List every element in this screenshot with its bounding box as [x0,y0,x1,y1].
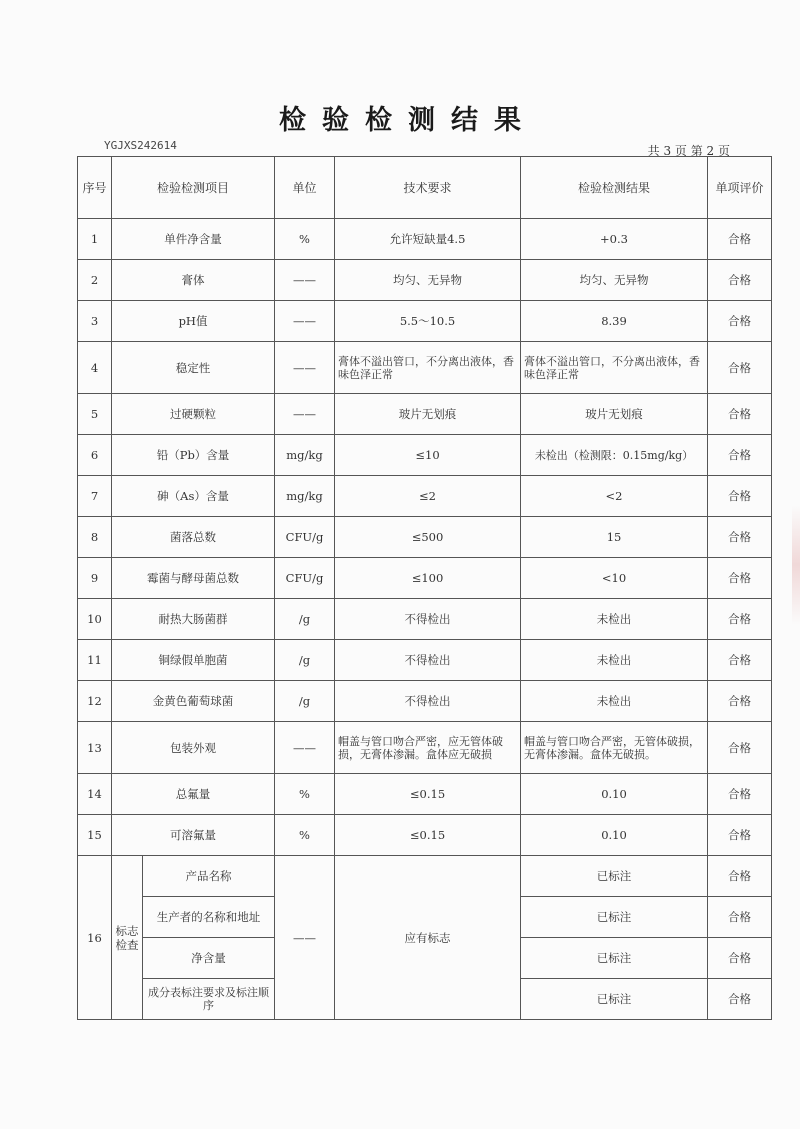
table-row [78,476,772,517]
cell-unit: mg/kg [275,476,335,517]
cell-result: 已标注 [521,897,708,938]
cell-result: 膏体不溢出管口，不分离出液体，香味色泽正常 [521,342,708,394]
cell-no: 6 [78,435,112,476]
cell-requirement: 5.5～10.5 [335,301,521,342]
cell-result: 未检出 [521,599,708,640]
cell-unit: —— [275,722,335,774]
cell-unit: % [275,219,335,260]
cell-item: 铅（Pb）含量 [112,435,275,476]
cell-evaluation: 合格 [708,774,772,815]
cell-evaluation: 合格 [708,558,772,599]
cell-no: 11 [78,640,112,681]
cell-item: 稳定性 [112,342,275,394]
table-header-row [78,157,772,219]
stamp-edge-mark [792,505,800,625]
cell-result: 已标注 [521,938,708,979]
cell-result: 已标注 [521,856,708,897]
cell-requirement: 均匀、无异物 [335,260,521,301]
header-no: 序号 [78,157,112,219]
table-row [78,599,772,640]
cell-requirement: 不得检出 [335,681,521,722]
cell-evaluation: 合格 [708,979,772,1020]
table-row [78,219,772,260]
cell-unit: CFU/g [275,558,335,599]
cell-evaluation: 合格 [708,681,772,722]
cell-evaluation: 合格 [708,517,772,558]
cell-item: 过硬颗粒 [112,394,275,435]
cell-item: 金黄色葡萄球菌 [112,681,275,722]
label-check-row [78,856,772,897]
table-row [78,681,772,722]
cell-no: 12 [78,681,112,722]
cell-requirement: 允许短缺量4.5 [335,219,521,260]
cell-evaluation: 合格 [708,856,772,897]
cell-evaluation: 合格 [708,476,772,517]
cell-no: 7 [78,476,112,517]
cell-item: 成分表标注要求及标注顺序 [143,979,275,1020]
cell-item: 总氟量 [112,774,275,815]
cell-result: <10 [521,558,708,599]
report-code: YGJXS242614 [104,139,177,152]
cell-result: 玻片无划痕 [521,394,708,435]
cell-evaluation: 合格 [708,599,772,640]
cell-requirement: ≤0.15 [335,774,521,815]
cell-unit: mg/kg [275,435,335,476]
cell-requirement: 帽盖与管口吻合严密，应无管体破损，无膏体渗漏。盒体应无破损 [335,722,521,774]
cell-requirement: ≤0.15 [335,815,521,856]
cell-result: <2 [521,476,708,517]
table-row [78,301,772,342]
cell-unit: —— [275,394,335,435]
cell-item: 菌落总数 [112,517,275,558]
cell-result: 8.39 [521,301,708,342]
header-requirement: 技术要求 [335,157,521,219]
cell-item: 耐热大肠菌群 [112,599,275,640]
cell-no: 5 [78,394,112,435]
header-item: 检验检测项目 [112,157,275,219]
cell-result: 未检出 [521,640,708,681]
cell-requirement: 不得检出 [335,599,521,640]
table-row [78,394,772,435]
cell-requirement: 应有标志 [335,856,521,1020]
cell-item: 砷（As）含量 [112,476,275,517]
cell-no: 4 [78,342,112,394]
cell-unit: —— [275,342,335,394]
table-row [78,260,772,301]
cell-no: 14 [78,774,112,815]
cell-evaluation: 合格 [708,301,772,342]
cell-no: 8 [78,517,112,558]
cell-result: 帽盖与管口吻合严密，无管体破损，无膏体渗漏。盒体无破损。 [521,722,708,774]
cell-result: 均匀、无异物 [521,260,708,301]
cell-evaluation: 合格 [708,342,772,394]
cell-item: 膏体 [112,260,275,301]
cell-item: 霉菌与酵母菌总数 [112,558,275,599]
table-row [78,435,772,476]
cell-evaluation: 合格 [708,219,772,260]
table-row [78,815,772,856]
cell-result: 0.10 [521,774,708,815]
cell-requirement: 膏体不溢出管口，不分离出液体，香味色泽正常 [335,342,521,394]
cell-item: pH值 [112,301,275,342]
table-row [78,640,772,681]
cell-unit: % [275,774,335,815]
cell-no: 13 [78,722,112,774]
cell-evaluation: 合格 [708,640,772,681]
cell-requirement: 玻片无划痕 [335,394,521,435]
cell-result: 15 [521,517,708,558]
cell-result: +0.3 [521,219,708,260]
results-table [77,156,772,1020]
cell-no: 10 [78,599,112,640]
cell-no: 15 [78,815,112,856]
page-title: 检验检测结果 [279,105,537,136]
cell-result: 已标注 [521,979,708,1020]
cell-item: 产品名称 [143,856,275,897]
cell-unit: /g [275,640,335,681]
cell-unit: % [275,815,335,856]
cell-item: 可溶氟量 [112,815,275,856]
cell-evaluation: 合格 [708,435,772,476]
cell-requirement: 不得检出 [335,640,521,681]
table-row [78,774,772,815]
table-row [78,558,772,599]
cell-item: 包装外观 [112,722,275,774]
cell-item: 净含量 [143,938,275,979]
cell-item: 单件净含量 [112,219,275,260]
cell-evaluation: 合格 [708,394,772,435]
cell-unit: /g [275,681,335,722]
cell-requirement: ≤2 [335,476,521,517]
cell-item: 铜绿假单胞菌 [112,640,275,681]
cell-requirement: ≤500 [335,517,521,558]
cell-group: 标志检查 [112,856,143,1020]
cell-evaluation: 合格 [708,815,772,856]
cell-evaluation: 合格 [708,260,772,301]
cell-no: 1 [78,219,112,260]
header-unit: 单位 [275,157,335,219]
header-result: 检验检测结果 [521,157,708,219]
cell-no: 3 [78,301,112,342]
cell-no: 16 [78,856,112,1020]
cell-evaluation: 合格 [708,722,772,774]
cell-result: 0.10 [521,815,708,856]
cell-unit: —— [275,856,335,1020]
header-evaluation: 单项评价 [708,157,772,219]
page-indicator: 共 3 页 第 2 页 [647,144,730,158]
results-table-body [78,157,772,1020]
cell-evaluation: 合格 [708,938,772,979]
table-row [78,722,772,774]
cell-requirement: ≤100 [335,558,521,599]
cell-unit: /g [275,599,335,640]
cell-evaluation: 合格 [708,897,772,938]
cell-no: 9 [78,558,112,599]
cell-unit: —— [275,260,335,301]
cell-no: 2 [78,260,112,301]
table-row [78,517,772,558]
cell-result: 未检出（检测限：0.15mg/kg） [521,435,708,476]
cell-item: 生产者的名称和地址 [143,897,275,938]
cell-requirement: ≤10 [335,435,521,476]
cell-result: 未检出 [521,681,708,722]
cell-unit: —— [275,301,335,342]
cell-unit: CFU/g [275,517,335,558]
table-row [78,342,772,394]
